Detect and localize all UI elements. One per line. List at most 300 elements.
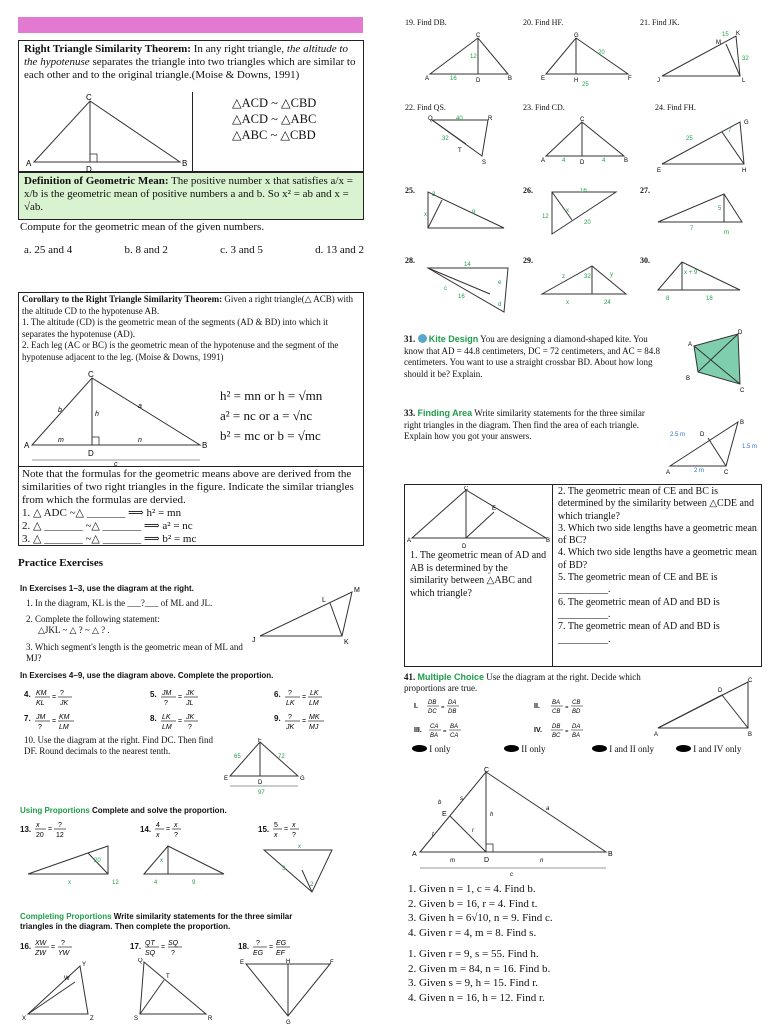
svg-text:MK: MK [309, 714, 320, 721]
svg-text:H: H [742, 168, 747, 174]
svg-text:LM: LM [309, 700, 319, 707]
svg-text:C: C [86, 93, 92, 102]
mc-option-a[interactable]: I only [412, 744, 451, 755]
svg-text:KM: KM [36, 690, 47, 697]
question-box-diagram [406, 486, 552, 550]
svg-text:D: D [484, 857, 490, 864]
svg-text:BA: BA [552, 700, 561, 706]
svg-text:=: = [443, 729, 447, 735]
svg-text:SQ: SQ [145, 950, 156, 957]
svg-text:20: 20 [584, 220, 591, 226]
ex16-proportion [34, 936, 84, 960]
svg-text:JM: JM [162, 690, 172, 697]
svg-text:16: 16 [580, 188, 587, 194]
svg-text:EG: EG [253, 950, 264, 957]
svg-text:DB: DB [448, 709, 457, 715]
ex13-diagram [24, 842, 134, 888]
svg-text:x: x [160, 858, 163, 864]
num-25: 25. [405, 186, 415, 195]
svg-text:B: B [686, 376, 691, 382]
svg-text:=: = [161, 944, 166, 951]
svg-text:D: D [258, 780, 263, 786]
corollary-formulas: h² = mn or h = √mn a² = nc or a = √nc b² = mc or b = √mc [220, 388, 323, 443]
svg-text:B: B [508, 76, 513, 82]
svg-text:32: 32 [742, 56, 749, 62]
kite-problem: 31. Kite Design You are designing a diamond-shaped kite. You know that AD = 44.8 centimeters, DC = 72 centimeters, and AC = 84.8 centimeters. You want to use a straight crossbar BD. About how long should it be? Explain. [404, 334, 660, 379]
radio-oval-icon [592, 745, 607, 752]
ex15-proportion [272, 818, 322, 842]
svg-text:e: e [498, 280, 502, 286]
find-24: 24. Find FH. [655, 103, 696, 112]
svg-text:JM: JM [36, 714, 46, 721]
svg-text:ZW: ZW [35, 950, 46, 957]
svg-text:?: ? [188, 724, 192, 731]
theorem-title: Right Triangle Similarity Theorem: [24, 43, 191, 55]
svg-text:Q: Q [138, 958, 143, 964]
svg-text:12: 12 [112, 880, 119, 886]
svg-text:2 m: 2 m [694, 468, 705, 474]
svg-text:CA: CA [430, 724, 439, 730]
ex13-num: 13. [20, 825, 32, 834]
svg-text:J: J [657, 78, 660, 84]
svg-text:C: C [484, 767, 490, 774]
svg-text:=: = [284, 826, 289, 833]
svg-text:J: J [252, 637, 256, 644]
box-question-1: 1. The geometric mean of AD and AB is determined by the similarity between △ABC and which triangle? [410, 550, 547, 599]
ex13-proportion [34, 818, 84, 842]
svg-text:1.5 m: 1.5 m [742, 444, 758, 450]
ex18-num: 18. [238, 942, 250, 951]
num-26: 26. [523, 186, 533, 195]
ex2: 2. Complete the following statement: [26, 614, 160, 624]
svg-text:JL: JL [186, 700, 194, 707]
fig19 [424, 32, 514, 84]
fig29 [538, 260, 634, 308]
svg-text:L: L [742, 78, 746, 84]
mc-problem: 41. Multiple Choice Use the diagram at the right. Decide which proportions are true. [404, 672, 641, 693]
svg-text:12: 12 [56, 832, 64, 839]
svg-text:JK: JK [60, 700, 69, 707]
completing-proportions: Completing Proportions Write similarity statements for the three similar triangles in the diagram. Then complete the proportion. [20, 912, 293, 931]
svg-text:4: 4 [154, 880, 158, 886]
svg-text:?: ? [288, 714, 292, 721]
corollary-text: Corollary to the Right Triangle Similarity Theorem: Given a right triangle(△ ACB) with the altitude CD to the hypotenuse AB. 1. The altitude (CD) is the geometric mean of the segments (AD & BD) into which it separates the hypotenuse (AD). 2. Each leg (AC or BC) is the geometric mean of the hypotenuse and the segment of the hypotenuse adjacent to the leg. (Moise & Downs, 1991) [22, 294, 354, 362]
svg-text:A: A [407, 538, 412, 544]
svg-text:Y: Y [82, 962, 87, 968]
svg-text:D: D [462, 544, 467, 550]
svg-text:C: C [724, 470, 729, 476]
find-23: 23. Find CD. [523, 103, 565, 112]
mc-options [412, 744, 762, 758]
kite-diagram [680, 328, 762, 396]
svg-text:=: = [441, 705, 445, 711]
svg-text:40: 40 [456, 116, 463, 122]
svg-text:DB: DB [428, 700, 437, 706]
fig22 [422, 114, 506, 166]
sim-statement-3: △ABC ~ △CBD [232, 128, 316, 142]
ex49-heading: In Exercises 4–9, use the diagram above. Complete the proportion. [20, 671, 274, 680]
note-items: 1. △ ADC ~△ _______ ⟹ h² = mn 2. △ _______ ~△ _______ ⟹ a² = nc 3. △ _______ ~△ _______ ⟹ b² = mc [22, 507, 197, 545]
svg-text:F: F [258, 738, 262, 744]
svg-text:t: t [432, 832, 434, 838]
similarity-statements [232, 95, 316, 143]
svg-text:B: B [740, 420, 745, 426]
svg-text:B: B [202, 441, 208, 450]
svg-text:20: 20 [94, 858, 101, 864]
svg-text:H: H [574, 78, 579, 84]
corollary-divider [18, 466, 364, 467]
svg-text:EF: EF [276, 950, 285, 957]
svg-text:D: D [580, 160, 585, 166]
svg-text:BA: BA [572, 733, 581, 739]
svg-text:YW: YW [58, 950, 70, 957]
svg-text:D: D [700, 432, 705, 438]
svg-text:A: A [541, 158, 546, 164]
svg-text:E: E [442, 811, 447, 818]
svg-text:4: 4 [602, 158, 606, 164]
svg-text:x: x [274, 832, 278, 839]
svg-text:W: W [64, 976, 70, 982]
svg-text:G: G [286, 1020, 291, 1024]
svg-text:97: 97 [258, 790, 265, 796]
svg-text:A: A [412, 851, 417, 858]
svg-text:=: = [269, 944, 274, 951]
svg-text:S: S [482, 160, 487, 166]
ex2b: △JKL ~ △ ? ~ △ ? . [38, 625, 110, 635]
ex14-diagram [140, 842, 250, 888]
svg-text:12: 12 [542, 214, 549, 220]
svg-text:=: = [166, 826, 171, 833]
svg-text:D: D [738, 330, 743, 336]
svg-text:MJ: MJ [309, 724, 319, 731]
given-list-2: 1. Given r = 9, s = 55. Find h. 2. Given m = 84, n = 16. Find b. 3. Given s = 9, h = 15. Find r. 4. Given n = 16, h = 12. Find r. [408, 948, 551, 1004]
svg-text:C: C [476, 33, 481, 39]
svg-text:=: = [52, 718, 57, 725]
svg-text:4: 4 [156, 822, 160, 829]
svg-text:c: c [444, 286, 447, 292]
svg-text:c: c [114, 461, 118, 466]
svg-text:A: A [666, 470, 671, 476]
svg-text:m: m [724, 230, 729, 236]
find-20: 20. Find HF. [523, 18, 564, 27]
svg-text:x: x [566, 208, 569, 214]
ex3: 3. Which segment's length is the geometric mean of ML and MJ? [26, 642, 243, 663]
svg-text:x: x [298, 844, 301, 850]
corollary-title: Corollary to the Right Triangle Similarity Theorem: [22, 294, 223, 304]
svg-text:A: A [24, 441, 30, 450]
svg-text:C: C [740, 388, 745, 394]
ex16-num: 16. [20, 942, 32, 951]
svg-text:=: = [178, 694, 183, 701]
svg-text:24: 24 [604, 300, 611, 306]
svg-text:F: F [628, 76, 632, 82]
jkl-diagram [250, 584, 370, 646]
bottom-triangle-diagram [406, 766, 636, 878]
svg-text:JK: JK [186, 714, 195, 721]
svg-text:16: 16 [450, 76, 457, 82]
num-27: 27. [640, 186, 650, 195]
svg-text:II.: II. [534, 703, 540, 710]
fig24 [656, 114, 756, 176]
svg-text:14: 14 [464, 262, 471, 268]
svg-text:h: h [490, 812, 494, 818]
ex15-diagram [258, 842, 348, 898]
practice-heading: Practice Exercises [18, 557, 104, 569]
mc-proportions [412, 696, 642, 740]
svg-text:IV.: IV. [534, 727, 542, 734]
svg-text:E: E [541, 76, 546, 82]
svg-text:18: 18 [706, 296, 713, 302]
fig20 [540, 32, 636, 88]
theorem-divider [192, 92, 193, 172]
svg-text:n: n [138, 437, 142, 444]
svg-text:=: = [51, 944, 56, 951]
svg-text:III.: III. [414, 727, 422, 734]
ex13-heading: In Exercises 1–3, use the diagram at the right. [20, 584, 194, 593]
svg-text:?: ? [292, 832, 296, 839]
box-questions-list: 2. The geometric mean of CE and BC is determined by the similarity between △CDE and which triangle? 3. Which two side lengths have a geometric mean of BC? 4. Which two side lengths have a geometric mean of BD? 5. The geometric mean of CE and BE is __________. 6. The geometric mean of AD and BD is __________. 7. The geometric mean of AD and BD is __________. [558, 486, 757, 645]
svg-text:C: C [748, 678, 753, 684]
svg-text:y: y [610, 272, 613, 278]
svg-text:12: 12 [470, 54, 477, 60]
svg-text:=: = [52, 694, 57, 701]
svg-text:A: A [688, 342, 693, 348]
svg-text:B: B [546, 538, 551, 544]
fig21 [656, 30, 752, 86]
theorem-text: Right Triangle Similarity Theorem: In any right triangle, the altitude to the hypotenuse separates the triangle into two triangles which are similar to each other and to the original triangle.(Moise & Downs, 1991) [24, 43, 356, 81]
fig25 [418, 188, 510, 234]
svg-text:25: 25 [686, 136, 693, 142]
svg-text:LK: LK [162, 714, 171, 721]
fig27 [654, 188, 746, 236]
svg-text:?: ? [288, 690, 292, 697]
svg-text:DC: DC [428, 709, 437, 715]
svg-text:SQ: SQ [168, 940, 179, 947]
svg-text:5: 5 [718, 206, 722, 212]
svg-text:?: ? [38, 724, 42, 731]
svg-text:F: F [330, 960, 334, 966]
svg-text:BD: BD [572, 709, 581, 715]
svg-text:9: 9 [472, 210, 476, 216]
svg-text:H: H [286, 959, 291, 965]
svg-text:32: 32 [584, 274, 591, 280]
svg-text:DA: DA [572, 724, 581, 730]
mc-option-b[interactable]: II only [504, 744, 546, 755]
svg-text:E: E [240, 960, 245, 966]
mc-option-d[interactable]: I and IV only [676, 744, 741, 755]
ex10-diagram [222, 738, 308, 796]
svg-text:S: S [134, 1016, 139, 1022]
svg-text:LM: LM [59, 724, 69, 731]
svg-text:M: M [716, 40, 721, 46]
num-30: 30. [640, 256, 650, 265]
svg-text:=: = [178, 718, 183, 725]
svg-text:B: B [624, 158, 629, 164]
svg-text:DA: DA [448, 700, 457, 706]
ex15-num: 15. [258, 825, 270, 834]
svg-text:h: h [95, 411, 99, 418]
ex18-diagram [238, 958, 338, 1024]
svg-text:E: E [492, 506, 497, 512]
svg-text:LK: LK [286, 700, 295, 707]
radio-oval-icon [504, 745, 519, 752]
fig28 [418, 256, 518, 318]
svg-text:LM: LM [162, 724, 172, 731]
mc-option-c[interactable]: I and II only [592, 744, 654, 755]
svg-text:8: 8 [666, 296, 670, 302]
ex10: 10. Use the diagram at the right. Find DC. Then find DF. Round decimals to the nearest tenth. [24, 735, 214, 756]
svg-text:m: m [450, 858, 455, 864]
svg-text:d: d [498, 302, 502, 308]
svg-text:3: 3 [282, 866, 286, 872]
svg-text:a: a [546, 806, 550, 812]
fig30 [654, 258, 750, 306]
svg-text:B: B [182, 159, 188, 168]
svg-text:B: B [608, 851, 613, 858]
svg-text:7: 7 [728, 128, 732, 134]
svg-text:?: ? [256, 940, 260, 947]
svg-text:B: B [748, 732, 753, 738]
svg-text:E: E [657, 168, 662, 174]
svg-text:9: 9 [192, 880, 196, 886]
svg-text:x: x [424, 212, 427, 218]
note-text: Note that the formulas for the geometric means above are derived from the similarities of two right triangles in the figure. Indicate the similar triangles from which the formulas are dervied. [22, 468, 354, 506]
sim-statement-1: △ACD ~ △CBD [232, 96, 317, 110]
svg-text:15: 15 [722, 32, 729, 38]
svg-text:CB: CB [552, 709, 561, 715]
svg-text:x: x [292, 822, 296, 829]
svg-text:K: K [736, 31, 741, 37]
svg-text:DB: DB [552, 724, 561, 730]
svg-text:b: b [438, 800, 442, 806]
svg-text:c: c [510, 872, 513, 878]
svg-text:C: C [464, 486, 469, 492]
svg-text:QT: QT [145, 940, 155, 947]
svg-text:72: 72 [278, 754, 285, 760]
svg-text:CB: CB [572, 700, 581, 706]
svg-text:XW: XW [35, 940, 47, 947]
mc-diagram [652, 676, 758, 738]
svg-text:x: x [174, 822, 178, 829]
svg-text:32: 32 [442, 136, 449, 142]
svg-text:BC: BC [552, 733, 561, 739]
ex17-proportion [144, 936, 194, 960]
svg-text:A: A [26, 159, 32, 168]
svg-text:z: z [562, 274, 565, 280]
svg-text:=: = [565, 729, 569, 735]
svg-text:L: L [322, 597, 326, 604]
ex17-diagram [130, 958, 216, 1022]
svg-text:x: x [566, 300, 569, 306]
radio-oval-icon [676, 745, 691, 752]
svg-text:G: G [744, 120, 749, 126]
geomean-text: Definition of Geometric Mean: The positive number x that satisfies a/x = x/b is the geometric mean of positive numbers a and b. So x² = ab and x = √ab. [24, 175, 353, 213]
svg-text:CA: CA [450, 733, 459, 739]
pink-header-bar [18, 17, 363, 33]
ex14-num: 14. [140, 825, 152, 834]
fig26 [540, 188, 632, 238]
find-19: 19. Find DB. [405, 18, 447, 27]
svg-text:C: C [580, 117, 585, 123]
svg-text:LK: LK [310, 690, 319, 697]
svg-text:?: ? [171, 950, 175, 957]
svg-text:A: A [425, 76, 430, 82]
svg-text:4: 4 [562, 158, 566, 164]
svg-text:?: ? [174, 832, 178, 839]
svg-text:BA: BA [450, 724, 459, 730]
svg-text:2.5 m: 2.5 m [670, 432, 686, 438]
svg-text:X: X [22, 1016, 27, 1022]
svg-text:E: E [224, 776, 229, 782]
geomean-title: Definition of Geometric Mean: [24, 175, 169, 187]
theorem-triangle-diagram [20, 92, 192, 172]
svg-text:C: C [88, 370, 94, 379]
globe-icon [418, 334, 427, 343]
svg-text:K: K [344, 639, 349, 646]
svg-text:a: a [138, 403, 142, 410]
area-problem: 33. Finding Area Write similarity statements for the three similar right triangles in the diagram. Then find the area of each triangle. Explain how you got your answers. [404, 408, 645, 441]
svg-text:JK: JK [286, 724, 295, 731]
num-29: 29. [523, 256, 533, 265]
svg-text:20: 20 [36, 832, 44, 839]
svg-text:2: 2 [310, 882, 314, 888]
given-list-1: 1. Given n = 1, c = 4. Find b. 2. Given b = 16, r = 4. Find t. 3. Given h = 6√10, n = 9. Find c. 4. Given r = 4, m = 8. Find s. [408, 883, 553, 939]
svg-text:D: D [718, 688, 723, 694]
svg-text:?: ? [58, 822, 62, 829]
svg-text:?: ? [61, 940, 65, 947]
radio-oval-icon [412, 745, 427, 752]
ex1: 1. In the diagram, KL is the ___?___ of ML and JL. [26, 598, 213, 608]
svg-text:7: 7 [690, 226, 694, 232]
svg-text:=: = [565, 705, 569, 711]
ex16-diagram [20, 958, 106, 1022]
corollary-triangle-diagram [20, 370, 210, 466]
ex14-proportion [154, 818, 204, 842]
svg-text:n: n [540, 858, 544, 864]
svg-text:G: G [300, 776, 305, 782]
svg-text:x + 9: x + 9 [684, 270, 698, 276]
svg-text:D: D [88, 449, 94, 458]
svg-text:20: 20 [598, 50, 605, 56]
svg-text:Q: Q [428, 116, 433, 122]
svg-text:EG: EG [276, 940, 287, 947]
svg-text:s: s [460, 796, 463, 802]
svg-text:x: x [36, 822, 40, 829]
question-box-divider [552, 484, 553, 667]
svg-text:M: M [354, 587, 360, 594]
fig23 [540, 116, 636, 166]
svg-text:r: r [472, 828, 474, 834]
svg-text:?: ? [164, 700, 168, 707]
svg-text:5: 5 [274, 822, 278, 829]
using-proportions: Using Proportions Complete and solve the proportion. [20, 806, 227, 815]
svg-text:JK: JK [186, 690, 195, 697]
svg-text:Z: Z [90, 1016, 94, 1022]
svg-text:=: = [302, 694, 307, 701]
svg-text:x: x [156, 832, 160, 839]
find-22: 22. Find QS. [405, 103, 446, 112]
sim-statement-2: △ACD ~ △ABC [232, 112, 317, 126]
svg-text:3: 3 [432, 192, 436, 198]
svg-text:G: G [574, 33, 579, 39]
svg-text:KM: KM [59, 714, 70, 721]
svg-text:b: b [58, 407, 62, 414]
svg-text:=: = [302, 718, 307, 725]
svg-text:R: R [488, 116, 493, 122]
svg-text:R: R [208, 1016, 213, 1022]
area-diagram [664, 414, 764, 478]
find-21: 21. Find JK. [640, 18, 680, 27]
